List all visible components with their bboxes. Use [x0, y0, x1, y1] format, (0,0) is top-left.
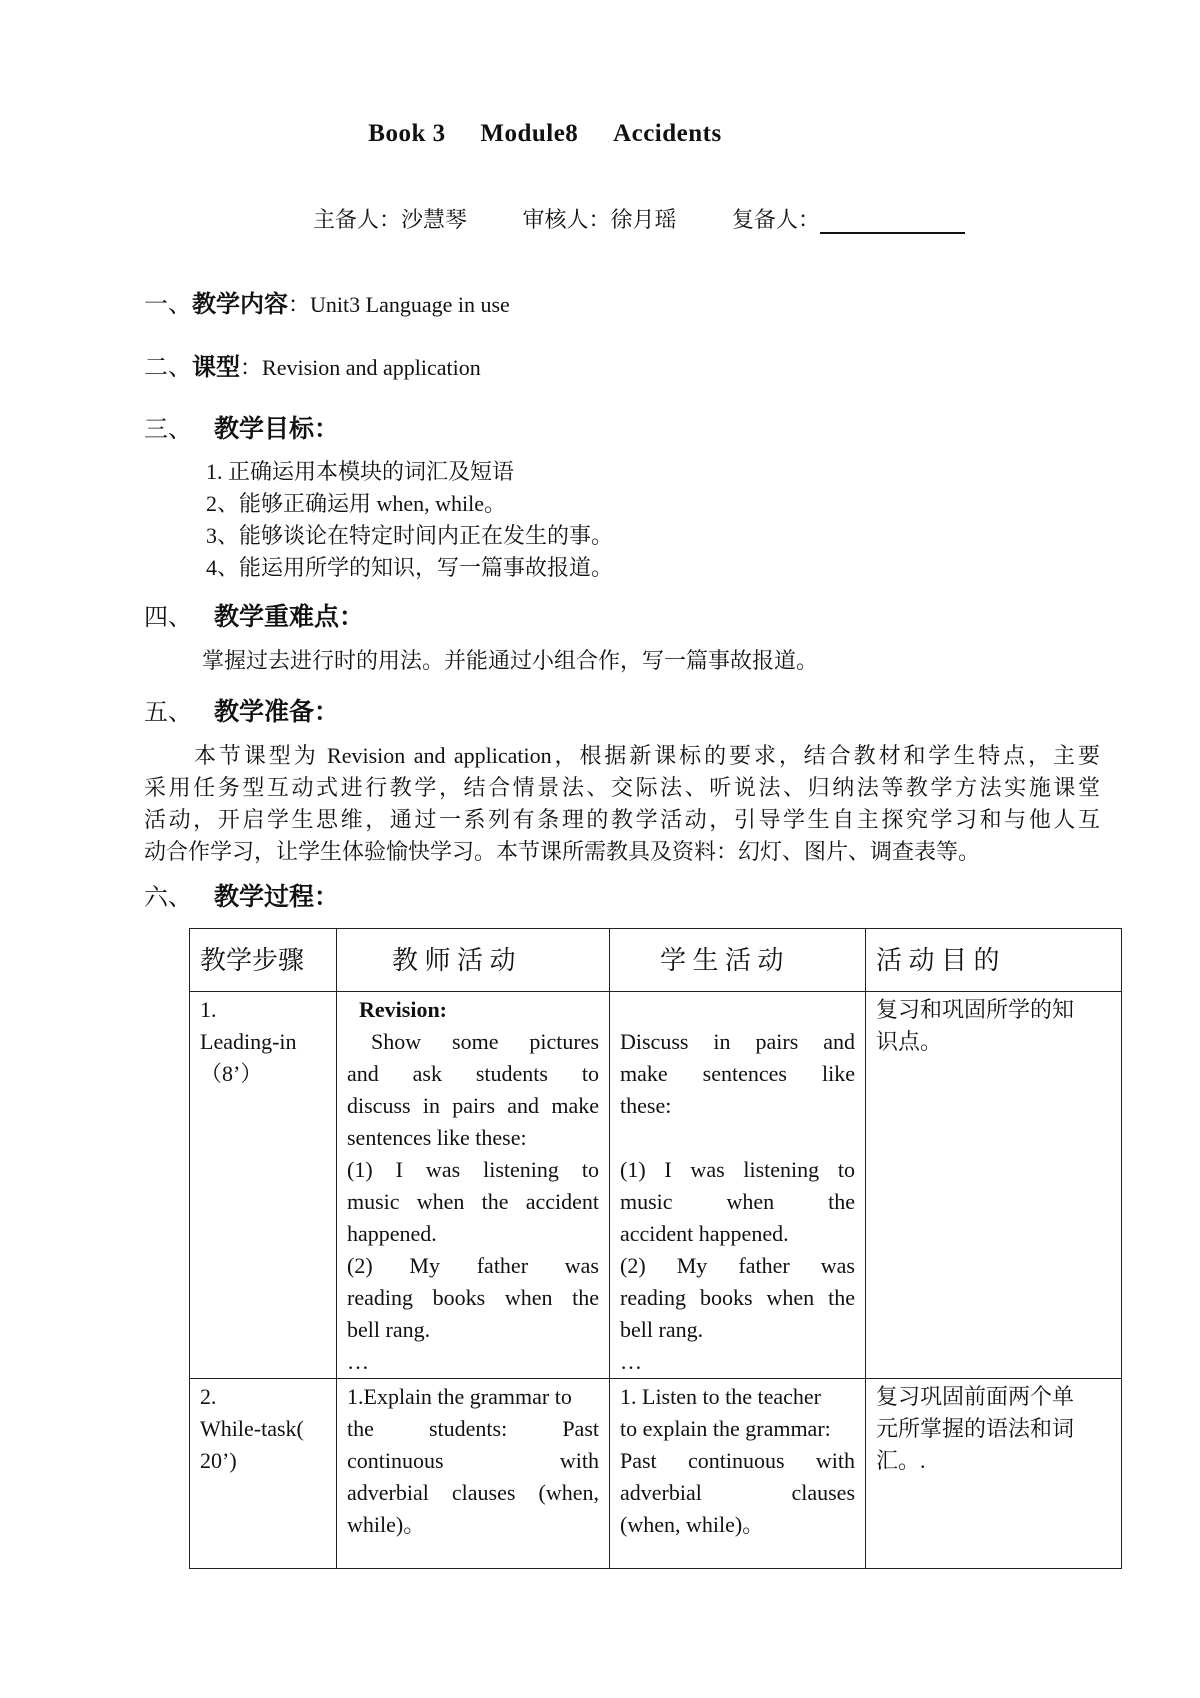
student-line: Past continuous with: [620, 1448, 855, 1473]
title-book: Book 3: [368, 120, 446, 147]
section-1-colon: ：: [288, 292, 311, 317]
teacher-line: the students: Past: [347, 1416, 599, 1441]
student-line: accident happened.: [620, 1221, 789, 1246]
step-line: 1.: [200, 997, 217, 1022]
teacher-line: sentences like these:: [347, 1125, 527, 1150]
student-line: music when the: [620, 1189, 855, 1214]
section-6: [144, 877, 339, 913]
teacher-line: reading books when the: [347, 1285, 599, 1310]
section-6-heading: 教学过程：: [214, 884, 340, 911]
section-2-text: Revision and application: [262, 355, 481, 380]
teacher-line: Show some pictures: [371, 1029, 599, 1054]
student-line: make sentences like: [620, 1061, 855, 1086]
header-teacher: 教 师 活 动: [337, 929, 610, 992]
teacher-line: happened.: [347, 1221, 437, 1246]
student-line: bell rang.: [620, 1317, 704, 1342]
teacher-activity-cell: [337, 1379, 610, 1569]
student-line: to explain the grammar:: [620, 1416, 831, 1441]
step-line: Leading-in: [200, 1029, 297, 1054]
student-activity-cell: [610, 1379, 866, 1569]
teacher-line: 1.Explain the grammar to: [347, 1384, 572, 1409]
co-preparer-label: 复备人：: [732, 207, 821, 232]
teacher-line: discuss in pairs and make: [347, 1093, 599, 1118]
co-preparer-blank: [820, 210, 965, 234]
title-module: Module8: [480, 120, 579, 147]
paragraph-line: 动合作学习，让学生体验愉快学习。本节课所需教具及资料：幻灯、图片、调查表等。: [144, 839, 981, 864]
student-line: Discuss in pairs and: [620, 1029, 855, 1054]
step-line: 20’): [200, 1448, 237, 1473]
table-header-row: [190, 929, 1122, 992]
section-3-label: 三、: [144, 417, 192, 443]
teacher-line: (2) My father was: [347, 1253, 599, 1278]
teaching-process-table: [189, 928, 1122, 1569]
section-4-text: 掌握过去进行时的用法。并能通过小组合作，写一篇事故报道。: [202, 648, 819, 673]
teacher-line: music when the accident: [347, 1189, 599, 1214]
purpose-cell: [866, 1379, 1122, 1569]
table-row: [190, 992, 1122, 1379]
purpose-line: 元所掌握的语法和词: [876, 1416, 1075, 1441]
header-student: 学 生 活 动: [610, 929, 866, 992]
section-1-text: Unit3 Language in use: [310, 292, 510, 317]
section-4-heading: 教学重难点：: [214, 604, 365, 631]
objective-item: 3、能够谈论在特定时间内正在发生的事。: [206, 523, 614, 548]
section-4-label: 四、: [144, 605, 192, 631]
section-5-label: 五、: [144, 700, 192, 726]
student-line: …: [620, 1349, 642, 1374]
document-title: [0, 120, 1090, 148]
section-1: [144, 284, 510, 319]
title-topic: Accidents: [613, 120, 722, 147]
student-line: these:: [620, 1093, 672, 1118]
teacher-activity-title: Revision:: [359, 997, 447, 1022]
section-5: [144, 692, 339, 728]
objective-item: 1. 正确运用本模块的词汇及短语: [206, 459, 515, 484]
section-2: [144, 347, 481, 382]
section-2-colon: ：: [240, 355, 263, 380]
section-5-heading: 教学准备：: [214, 699, 340, 726]
reviewer: 审核人：徐月瑶: [522, 207, 677, 232]
section-6-label: 六、: [144, 885, 192, 911]
purpose-line: 复习巩固前面两个单: [876, 1384, 1075, 1409]
step-cell: [190, 992, 337, 1379]
paragraph-line: 活动，开启学生思维，通过一系列有条理的教学活动，引导学生自主探究学习和与他人互: [144, 807, 1100, 832]
step-line: 2.: [200, 1384, 217, 1409]
student-line: (2) My father was: [620, 1253, 855, 1278]
student-line: (1) I was listening to: [620, 1157, 855, 1182]
section-4: [144, 597, 364, 633]
objective-item: 4、能运用所学的知识，写一篇事故报道。: [206, 555, 614, 580]
teacher-line: bell rang.: [347, 1317, 431, 1342]
section-3: [144, 409, 339, 445]
purpose-line: 汇。.: [876, 1448, 926, 1473]
section-3-heading: 教学目标：: [214, 416, 340, 443]
objectives-list: [206, 456, 613, 584]
student-line: reading books when the: [620, 1285, 855, 1310]
teacher-line: adverbial clauses (when,: [347, 1480, 599, 1505]
objective-item: 2、能够正确运用 when, while。: [206, 491, 507, 516]
section-1-heading: 教学内容: [192, 292, 288, 318]
header-purpose: 活 动 目 的: [866, 929, 1122, 992]
section-2-label: 二、: [144, 355, 192, 381]
purpose-cell: [866, 992, 1122, 1379]
section-5-paragraph: [144, 740, 1100, 868]
teacher-activity-cell: [337, 992, 610, 1379]
teacher-line: and ask students to: [347, 1061, 599, 1086]
table-row: [190, 1379, 1122, 1569]
paragraph-line: 采用任务型互动式进行教学，结合情景法、交际法、听说法、归纳法等教学方法实施课堂: [144, 775, 1100, 800]
student-line: adverbial clauses: [620, 1480, 855, 1505]
paragraph-line: 本节课型为 Revision and application，根据新课标的要求，结合教材和学生特点，主要: [194, 743, 1100, 768]
step-cell: [190, 1379, 337, 1569]
main-preparer: 主备人：沙慧琴: [313, 207, 468, 232]
student-line: 1. Listen to the teacher: [620, 1384, 821, 1409]
student-activity-cell: [610, 992, 866, 1379]
step-line: While-task(: [200, 1416, 304, 1441]
teacher-line: continuous with: [347, 1448, 599, 1473]
author-line: [313, 203, 965, 234]
student-line: (when, while)。: [620, 1512, 765, 1537]
teacher-line: while)。: [347, 1512, 426, 1537]
section-2-heading: 课型: [192, 355, 240, 381]
header-step: 教学步骤: [190, 929, 337, 992]
purpose-line: 复习和巩固所学的知: [876, 997, 1075, 1022]
teacher-line: …: [347, 1349, 369, 1374]
teacher-line: (1) I was listening to: [347, 1157, 599, 1182]
section-1-label: 一、: [144, 292, 192, 318]
student-line: [620, 994, 855, 1026]
step-line: （8’）: [200, 1061, 263, 1086]
purpose-line: 识点。: [876, 1029, 943, 1054]
student-line: [620, 1122, 855, 1154]
